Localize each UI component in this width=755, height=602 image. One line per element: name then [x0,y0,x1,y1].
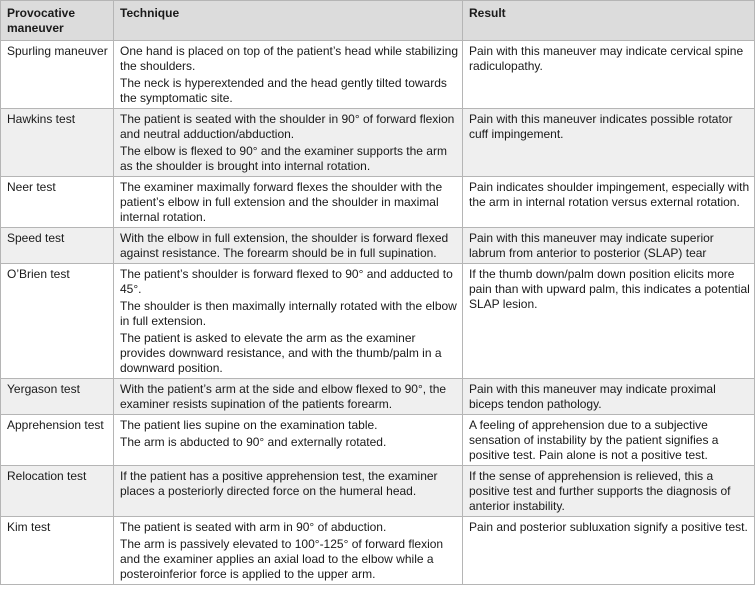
technique-text: The patient’s shoulder is forward flexed to 90° and adducted to 45°. [120,267,453,296]
result-cell: Pain with this maneuver may indicate superior labrum from anterior to posterior (SLAP) tear [463,228,755,264]
maneuver-cell: Kim test [1,517,114,585]
technique-text: The patient is seated with the shoulder in 90° of forward flexion and neutral adduction/abduction. [120,112,455,141]
table-row [1,415,755,466]
header-technique: Technique [114,1,463,41]
technique-text: The arm is abducted to 90° and externally rotated. [120,435,387,449]
technique-cell [114,109,463,177]
result-cell: Pain and posterior subluxation signify a positive test. [463,517,755,585]
technique-text: If the patient has a positive apprehension test, the examiner places a posteriorly directed force on the humeral head. [120,469,438,498]
technique-text: The shoulder is then maximally internally rotated with the elbow in full extension. [120,299,457,328]
table-row [1,177,755,228]
technique-text: The arm is passively elevated to 100°-125° of forward flexion and the examiner applies an axial load to the elbow while a posteroinferior force is applied to the upper arm. [120,537,444,581]
maneuver-cell: Spurling maneuver [1,41,114,109]
result-cell: Pain with this maneuver indicates possible rotator cuff impingement. [463,109,755,177]
technique-text: With the elbow in full extension, the shoulder is forward flexed against resistance. The forearm should be in full supination. [120,231,449,260]
technique-cell [114,415,463,466]
table-header-row [1,1,755,41]
technique-cell [114,517,463,585]
technique-text: The patient is asked to elevate the arm as the examiner provides downward resistance, and with the thumb/palm in a downward position. [120,331,442,375]
technique-cell [114,264,463,379]
table-row [1,109,755,177]
maneuver-cell: O’Brien test [1,264,114,379]
technique-text: The patient lies supine on the examination table. [120,418,378,432]
table-row [1,379,755,415]
result-cell: A feeling of apprehension due to a subjective sensation of instability by the patient signifies a positive test. Pain alone is not a positive test. [463,415,755,466]
table-row [1,466,755,517]
maneuver-cell: Relocation test [1,466,114,517]
technique-cell [114,379,463,415]
table-row [1,228,755,264]
result-cell: If the thumb down/palm down position elicits more pain than with upward palm, this indicates a potential SLAP lesion. [463,264,755,379]
header-maneuver: Provocative maneuver [1,1,114,41]
technique-text: The elbow is flexed to 90° and the examiner supports the arm as the shoulder is brought into internal rotation. [120,144,447,173]
technique-cell [114,466,463,517]
maneuver-cell: Speed test [1,228,114,264]
table-row [1,517,755,585]
technique-text: One hand is placed on top of the patient’s head while stabilizing the shoulders. [120,44,459,73]
result-cell: Pain with this maneuver may indicate cervical spine radiculopathy. [463,41,755,109]
maneuver-cell: Apprehension test [1,415,114,466]
maneuver-cell: Yergason test [1,379,114,415]
technique-cell [114,177,463,228]
technique-text: The neck is hyperextended and the head gently tilted towards the symptomatic site. [120,76,447,105]
technique-cell [114,228,463,264]
header-result: Result [463,1,755,41]
technique-text: The examiner maximally forward flexes the shoulder with the patient’s elbow in full extension and the shoulder in maximal internal rotation. [120,180,443,224]
technique-cell [114,41,463,109]
result-cell: If the sense of apprehension is relieved, this a positive test and further supports the diagnosis of anterior instability. [463,466,755,517]
table-row [1,264,755,379]
technique-text: With the patient’s arm at the side and elbow flexed to 90°, the examiner resists supination of the patients forearm. [120,382,447,411]
result-cell: Pain indicates shoulder impingement, especially with the arm in internal rotation versus external rotation. [463,177,755,228]
maneuver-cell: Neer test [1,177,114,228]
maneuver-cell: Hawkins test [1,109,114,177]
technique-text: The patient is seated with arm in 90° of abduction. [120,520,387,534]
table-row [1,41,755,109]
result-cell: Pain with this maneuver may indicate proximal biceps tendon pathology. [463,379,755,415]
